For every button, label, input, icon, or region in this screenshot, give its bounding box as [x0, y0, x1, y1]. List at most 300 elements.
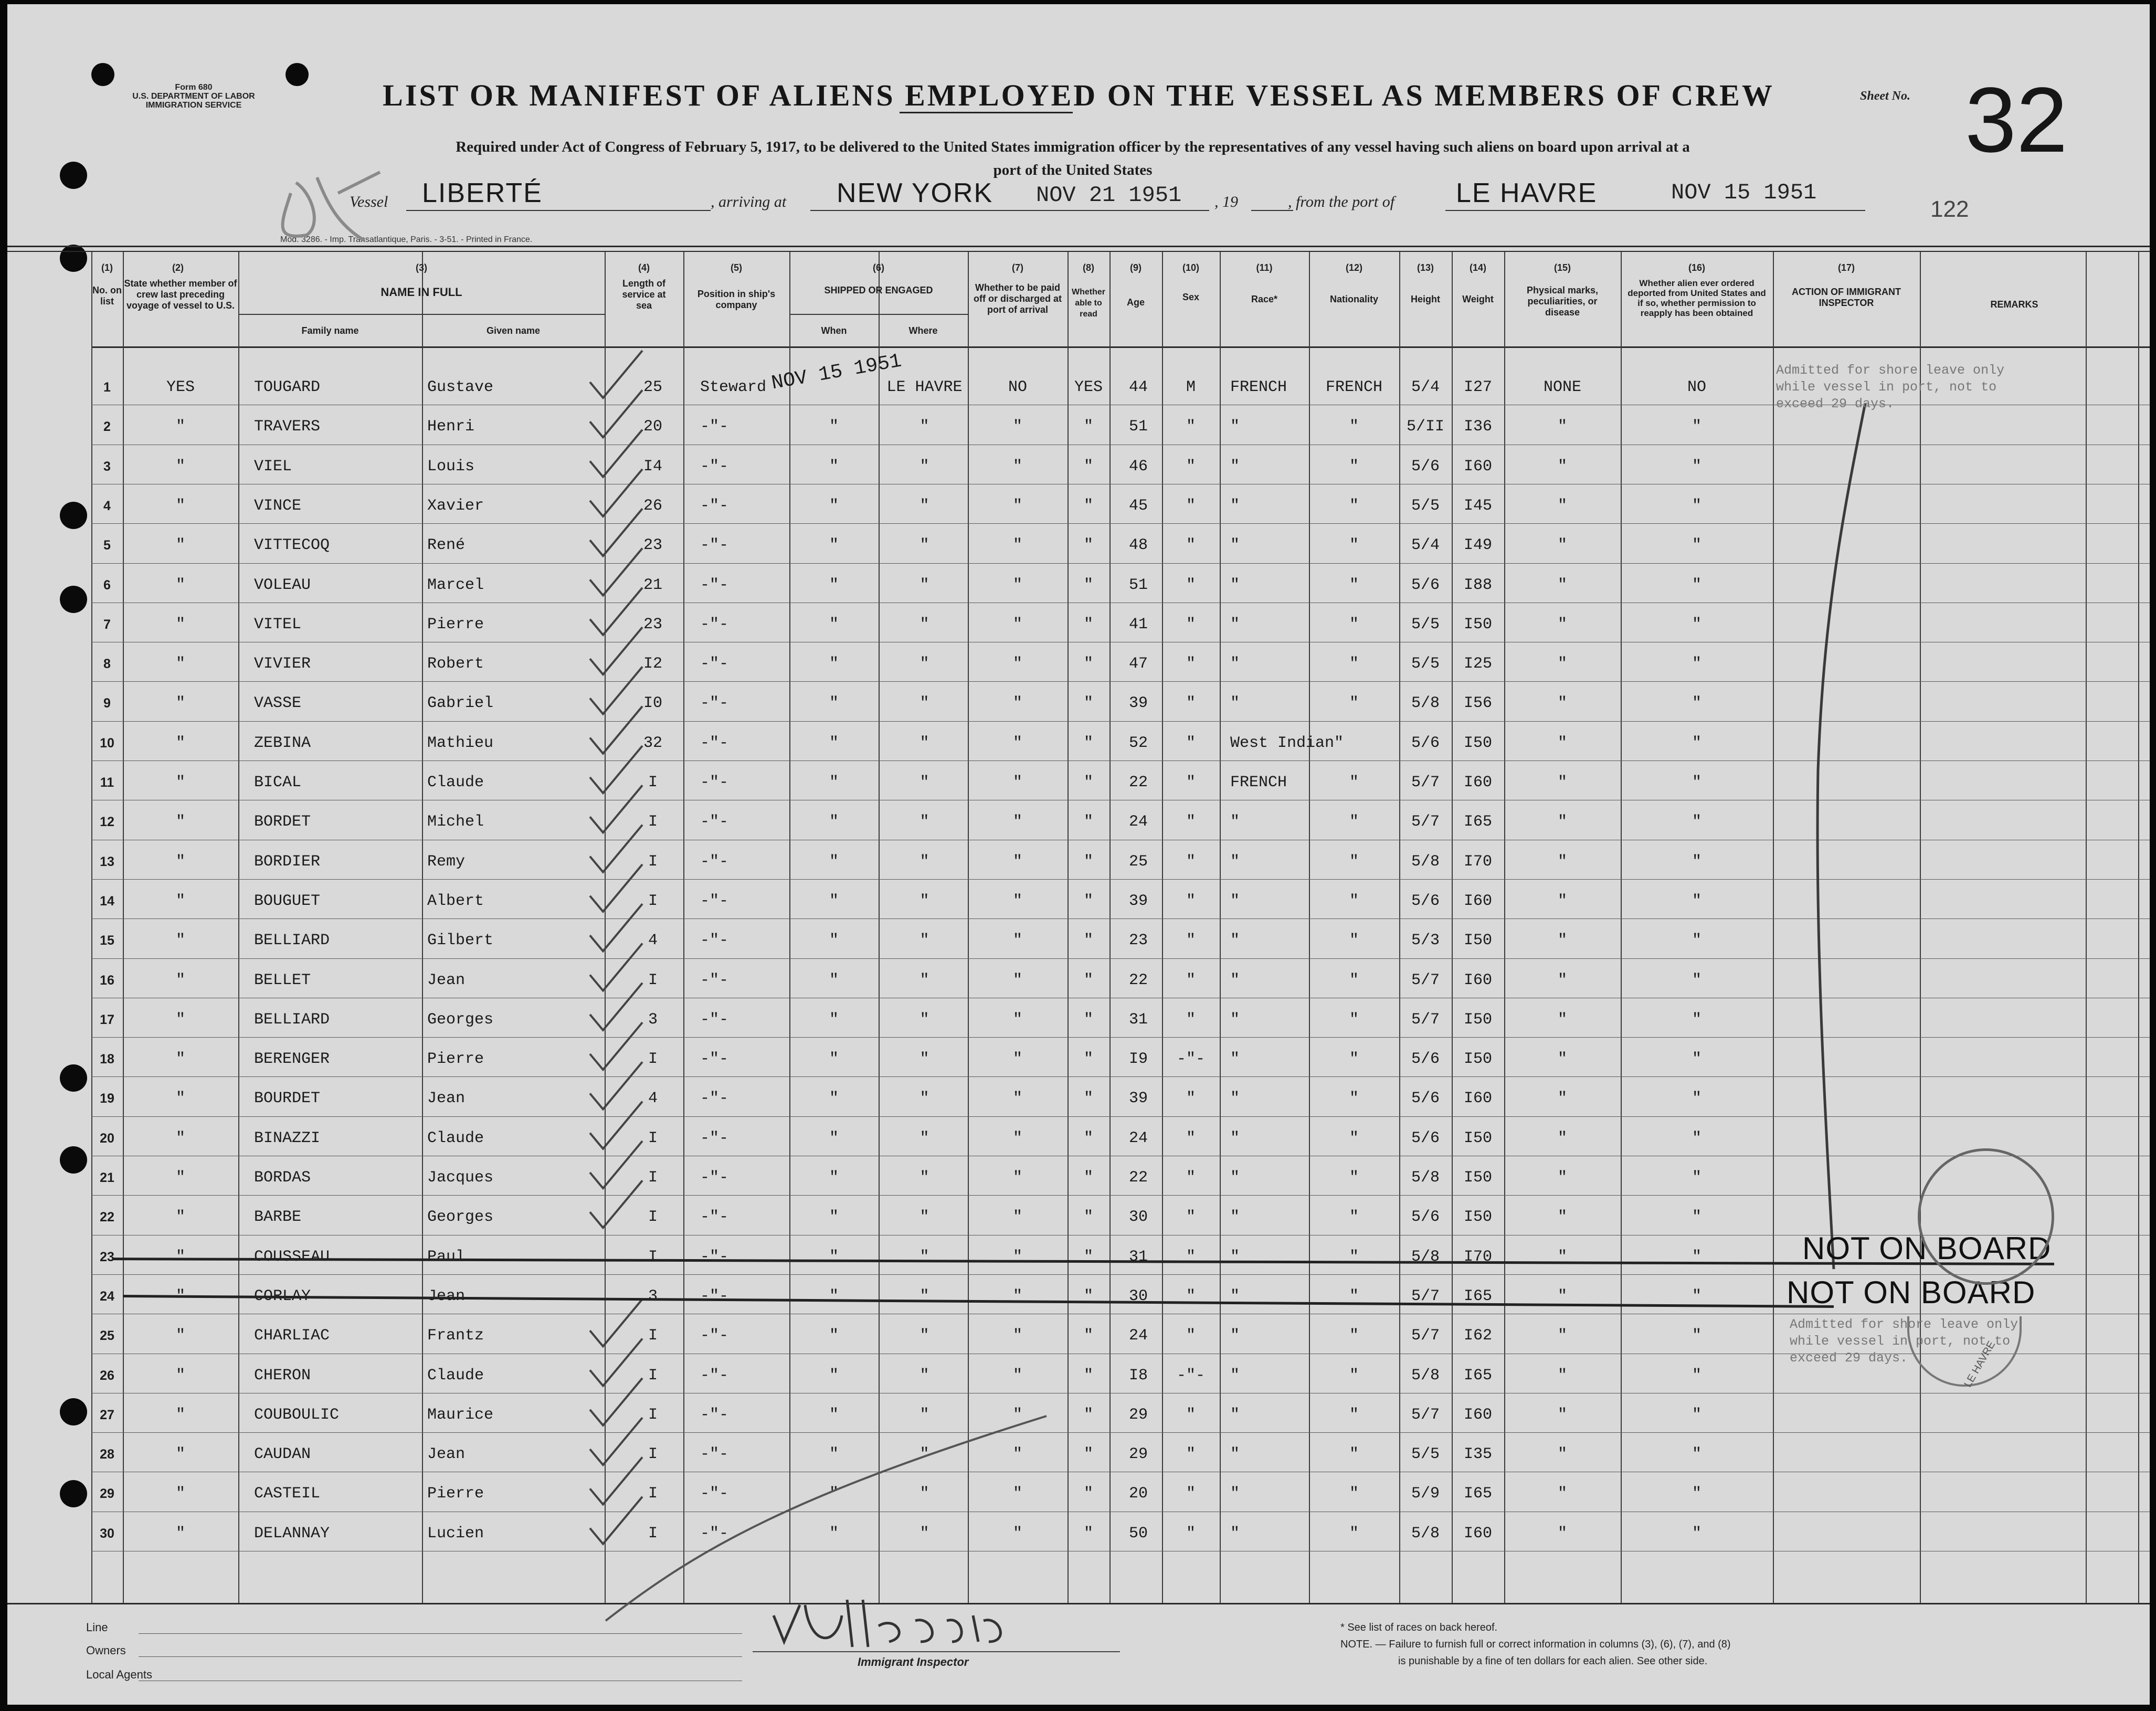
cell-sex: " — [1186, 1010, 1196, 1029]
cell-race: " — [1230, 1327, 1240, 1345]
cell-race: " — [1230, 1208, 1240, 1227]
cell-deported: " — [1692, 1366, 1701, 1385]
cell-when: " — [829, 1287, 839, 1305]
cell-read: " — [1083, 774, 1093, 791]
local-agents-label: Local Agents — [86, 1668, 152, 1681]
cell-deported: " — [1692, 1208, 1701, 1227]
punch-hole — [60, 586, 87, 613]
cell-age: 44 — [1128, 378, 1148, 396]
cell-position: -"- — [700, 1327, 729, 1345]
cell-weight: I70 — [1463, 1248, 1492, 1266]
cell-prev: " — [175, 1287, 185, 1305]
col-header-nationality: Nationality — [1329, 294, 1378, 304]
cell-read: YES — [1074, 378, 1103, 396]
cell-nat: " — [1349, 774, 1359, 791]
cell-paid: " — [1012, 457, 1022, 476]
cell-nat: " — [1349, 932, 1359, 950]
cell-height: 5/6 — [1411, 892, 1440, 910]
col-header-when: When — [821, 325, 847, 336]
cell-height: 5/5 — [1411, 655, 1440, 673]
cell-given: Lucien — [427, 1524, 484, 1543]
cell-position: -"- — [700, 1208, 729, 1227]
cell-marks: " — [1557, 457, 1567, 476]
cell-weight: I50 — [1463, 1169, 1492, 1187]
cell-deported: " — [1692, 774, 1701, 791]
cell-race: " — [1230, 1287, 1240, 1305]
cell-given: Jean — [427, 971, 466, 989]
cell-deported: " — [1692, 536, 1701, 555]
cell-paid: " — [1012, 813, 1022, 831]
cell-where: " — [920, 1327, 929, 1345]
col-num: (1) — [101, 262, 113, 273]
cell-weight: I35 — [1463, 1445, 1492, 1464]
cell-prev: " — [175, 1327, 185, 1345]
from-port: LE HAVRE — [1456, 178, 1598, 208]
col-header-paid-off: Whether to be paid off or discharged at port of arrival — [973, 282, 1062, 315]
row-number: 26 — [100, 1368, 114, 1383]
cell-position: -"- — [700, 1524, 729, 1543]
cell-age: 22 — [1128, 1169, 1148, 1187]
cell-marks: " — [1557, 1287, 1567, 1305]
cell-height: 5/5 — [1411, 1445, 1440, 1464]
cell-position: -"- — [700, 813, 729, 831]
cell-height: 5/7 — [1411, 813, 1440, 831]
cell-deported: " — [1692, 971, 1701, 989]
column-line — [879, 252, 880, 1603]
cell-position: -"- — [700, 1406, 729, 1424]
cell-where: " — [920, 1169, 929, 1187]
cell-given: Claude — [427, 774, 484, 791]
cell-prev: " — [175, 734, 185, 752]
row-number: 9 — [103, 696, 111, 711]
cell-marks: " — [1557, 892, 1567, 910]
cell-marks: " — [1557, 734, 1567, 752]
cell-given: Claude — [427, 1129, 484, 1147]
cell-marks: " — [1557, 497, 1567, 515]
cell-height: 5/7 — [1411, 774, 1440, 791]
row-number: 13 — [100, 854, 114, 869]
cell-nat: " — [1349, 1090, 1359, 1108]
cell-marks: " — [1557, 655, 1567, 673]
punch-hole — [60, 1480, 87, 1507]
cell-when: " — [829, 971, 839, 989]
cell-family: CHERON — [254, 1366, 311, 1385]
cell-nat: " — [1349, 892, 1359, 910]
cell-prev: " — [175, 813, 185, 831]
cell-nat: FRENCH — [1325, 378, 1383, 396]
cell-nat: " — [1349, 418, 1359, 436]
cell-paid: " — [1012, 576, 1022, 594]
cell-marks: " — [1557, 536, 1567, 555]
cell-given: Gustave — [427, 378, 494, 396]
cell-prev: " — [175, 1485, 185, 1503]
cell-prev: " — [175, 1366, 185, 1385]
cell-paid: " — [1012, 655, 1022, 673]
cell-where: " — [920, 694, 929, 713]
footer-owners-rule — [139, 1656, 742, 1657]
cell-position: -"- — [700, 655, 729, 673]
cell-where: " — [920, 1050, 929, 1069]
cell-age: 29 — [1128, 1406, 1148, 1424]
cell-weight: I49 — [1463, 536, 1492, 555]
cell-given: Mathieu — [427, 734, 494, 752]
cell-paid: " — [1012, 1366, 1022, 1385]
cell-height: 5/8 — [1411, 1248, 1440, 1266]
cell-weight: I62 — [1463, 1327, 1492, 1345]
col-num: (2) — [172, 262, 184, 273]
row-number: 25 — [100, 1328, 114, 1344]
cell-prev: " — [175, 576, 185, 594]
cell-service: I2 — [643, 655, 662, 673]
cell-age: 52 — [1128, 734, 1148, 752]
cell-position: -"- — [700, 971, 729, 989]
cell-nat: " — [1349, 694, 1359, 713]
cell-nat: " — [1349, 655, 1359, 673]
cell-prev: " — [175, 1524, 185, 1543]
cell-family: BORDIER — [254, 852, 321, 871]
vessel-underline — [406, 210, 711, 211]
cell-family: BELLET — [254, 971, 311, 989]
cell-given: Marcel — [427, 576, 484, 594]
row-number: 20 — [100, 1131, 114, 1146]
cell-marks: " — [1557, 1129, 1567, 1147]
cell-nat: " — [1349, 1406, 1359, 1424]
cell-marks: " — [1557, 576, 1567, 594]
cell-height: 5/8 — [1411, 1366, 1440, 1385]
cell-where: " — [920, 615, 929, 633]
cell-deported: " — [1692, 932, 1701, 950]
cell-where: " — [920, 1445, 929, 1464]
cell-read: " — [1083, 1445, 1093, 1464]
cell-where: " — [920, 536, 929, 555]
cell-marks: " — [1557, 1366, 1567, 1385]
cell-height: 5/4 — [1411, 536, 1440, 555]
cell-position: Steward — [700, 378, 767, 396]
arriving-label: , arriving at — [711, 193, 787, 210]
cell-when: " — [829, 1050, 839, 1069]
department: U.S. DEPARTMENT OF LABOR — [132, 92, 255, 101]
punch-hole — [60, 1064, 87, 1092]
cell-read: " — [1083, 813, 1093, 831]
row-number: 8 — [103, 657, 111, 672]
cell-weight: I50 — [1463, 1208, 1492, 1227]
manifest-sheet — [7, 4, 2150, 1705]
cell-family: BELLIARD — [254, 932, 330, 950]
cell-when: " — [829, 774, 839, 791]
cell-when: " — [829, 1248, 839, 1266]
cell-read: " — [1083, 1248, 1093, 1266]
cell-family: TRAVERS — [254, 418, 321, 436]
cell-nat: " — [1349, 1169, 1359, 1187]
cell-when: " — [829, 813, 839, 831]
cell-marks: " — [1557, 1406, 1567, 1424]
cell-prev: " — [175, 655, 185, 673]
cell-position: -"- — [700, 1445, 729, 1464]
column-line — [1220, 252, 1221, 1603]
cell-age: 41 — [1128, 615, 1148, 633]
cell-given: Xavier — [427, 497, 484, 515]
requirement-line-2: port of the United States — [993, 162, 1153, 178]
cell-paid: " — [1012, 1524, 1022, 1543]
cell-age: 39 — [1128, 1090, 1148, 1108]
cell-marks: " — [1557, 1090, 1567, 1108]
arriving-port: NEW YORK — [837, 178, 994, 208]
row-number: 15 — [100, 933, 114, 948]
cell-height: 5/6 — [1411, 1129, 1440, 1147]
cell-family: BOUGUET — [254, 892, 321, 910]
cell-marks: " — [1557, 852, 1567, 871]
cell-deported: " — [1692, 1406, 1701, 1424]
cell-race: " — [1230, 852, 1240, 871]
cell-read: " — [1083, 615, 1093, 633]
cell-prev: " — [175, 1248, 185, 1266]
cell-service: I — [648, 1129, 658, 1147]
cell-age: 23 — [1128, 932, 1148, 950]
cell-service: 3 — [648, 1010, 658, 1029]
cell-when: " — [829, 457, 839, 476]
cell-where: " — [920, 1248, 929, 1266]
cell-prev: " — [175, 1208, 185, 1227]
cell-when: " — [829, 734, 839, 752]
col-header-family-name: Family name — [301, 325, 359, 336]
cell-given: Gabriel — [427, 694, 494, 713]
cell-prev: YES — [166, 378, 195, 396]
col-header-no: No. on list — [92, 285, 122, 307]
cell-marks: " — [1557, 1485, 1567, 1503]
cell-read: " — [1083, 1287, 1093, 1305]
cell-race: FRENCH — [1230, 378, 1287, 396]
cell-family: VOLEAU — [254, 576, 311, 594]
column-line — [1920, 252, 1921, 1603]
cell-weight: I45 — [1463, 497, 1492, 515]
cell-where: " — [920, 1287, 929, 1305]
shore-leave-line: exceed 29 days. — [1790, 1350, 1908, 1366]
cell-service: I — [648, 1248, 658, 1266]
cell-weight: I50 — [1463, 932, 1492, 950]
column-line — [1068, 252, 1069, 1603]
cell-sex: " — [1186, 1169, 1196, 1187]
cell-age: 24 — [1128, 813, 1148, 831]
cell-nat: " — [1349, 813, 1359, 831]
cell-position: -"- — [700, 734, 729, 752]
cell-height: 5/6 — [1411, 1050, 1440, 1069]
cell-where: " — [920, 1524, 929, 1543]
row-number: 22 — [100, 1210, 114, 1225]
cell-when: " — [829, 1485, 839, 1503]
punch-hole — [60, 1398, 87, 1425]
cell-race: " — [1230, 1524, 1240, 1543]
cell-height: 5/6 — [1411, 457, 1440, 476]
cell-weight: I50 — [1463, 1129, 1492, 1147]
from-underline — [1445, 210, 1865, 211]
cell-age: 31 — [1128, 1010, 1148, 1029]
cell-age: 29 — [1128, 1445, 1148, 1464]
row-number: 6 — [103, 577, 111, 593]
cell-position: -"- — [700, 1050, 729, 1069]
cell-given: Remy — [427, 852, 466, 871]
cell-race: " — [1230, 1169, 1240, 1187]
cell-paid: " — [1012, 852, 1022, 871]
arriving-date-stamp: NOV 21 1951 — [1036, 183, 1182, 208]
cell-sex: " — [1186, 694, 1196, 713]
row-number: 27 — [100, 1407, 114, 1422]
cell-height: 5/6 — [1411, 734, 1440, 752]
cell-position: -"- — [700, 1287, 729, 1305]
cell-prev: " — [175, 852, 185, 871]
cell-paid: " — [1012, 1406, 1022, 1424]
pencil-bracket-line — [1802, 403, 1876, 1295]
col-header-name: NAME IN FULL — [381, 286, 462, 299]
vessel-name: LIBERTÉ — [422, 178, 543, 208]
cell-height: 5/3 — [1411, 932, 1440, 950]
cell-prev: " — [175, 932, 185, 950]
cell-service: I — [648, 1406, 658, 1424]
row-number: 11 — [100, 775, 114, 790]
cell-prev: " — [175, 1010, 185, 1029]
cell-position: -"- — [700, 852, 729, 871]
col-header-inspector-action: ACTION OF IMMIGRANT INSPECTOR — [1792, 287, 1901, 308]
handwritten-mark — [259, 162, 390, 251]
cell-given: Georges — [427, 1010, 494, 1029]
cell-where: " — [920, 655, 929, 673]
cell-when: " — [829, 1327, 839, 1345]
col-header-where: Where — [908, 325, 938, 336]
cell-given: Louis — [427, 457, 475, 476]
cell-read: " — [1083, 932, 1093, 950]
cell-deported: " — [1692, 1485, 1701, 1503]
cell-weight: I60 — [1463, 774, 1492, 791]
year-label: , 19 — [1214, 193, 1238, 210]
cell-race: " — [1230, 1406, 1240, 1424]
cell-height: 5/6 — [1411, 1208, 1440, 1227]
cell-when: " — [829, 655, 839, 673]
cell-given: Maurice — [427, 1406, 494, 1424]
cell-when: " — [829, 1208, 839, 1227]
row-number: 17 — [100, 1012, 114, 1027]
cell-age: 51 — [1128, 576, 1148, 594]
cell-given: Georges — [427, 1208, 494, 1227]
cell-service: 32 — [643, 734, 662, 752]
cell-sex: " — [1186, 1208, 1196, 1227]
cell-read: " — [1083, 497, 1093, 515]
sheet-label: Sheet No. — [1860, 89, 1910, 103]
cell-family: VITTECOQ — [254, 536, 330, 555]
cell-given: Albert — [427, 892, 484, 910]
col-header-height: Height — [1411, 294, 1440, 304]
cell-paid: " — [1012, 1169, 1022, 1187]
not-on-board-stamp: NOT ON BOARD — [1802, 1231, 2052, 1266]
cell-service: I — [648, 1327, 658, 1345]
cell-service: 4 — [648, 932, 658, 950]
cell-when: " — [829, 1406, 839, 1424]
cell-weight: I36 — [1463, 418, 1492, 436]
cell-family: BARBE — [254, 1208, 302, 1227]
shore-leave-note — [1776, 362, 2004, 413]
cell-given: Paul — [427, 1248, 466, 1266]
cell-service: 23 — [643, 536, 662, 555]
shore-leave-line: while vessel in port, not to — [1776, 379, 1997, 395]
cell-nat: " — [1349, 1485, 1359, 1503]
cell-service: I — [648, 1445, 658, 1464]
cell-height: 5/8 — [1411, 694, 1440, 713]
cell-given: Jean — [427, 1287, 466, 1305]
col-num: (11) — [1256, 262, 1273, 273]
cell-deported: " — [1692, 497, 1701, 515]
cell-race: " — [1230, 1050, 1240, 1069]
col-num: (17) — [1837, 262, 1855, 273]
cell-family: COUBOULIC — [254, 1406, 340, 1424]
cell-height: 5/5 — [1411, 497, 1440, 515]
cell-age: 47 — [1128, 655, 1148, 673]
cell-race: " — [1230, 615, 1240, 633]
col-num: (8) — [1083, 262, 1094, 273]
cell-position: -"- — [700, 1169, 729, 1187]
cell-age: 45 — [1128, 497, 1148, 515]
cell-height: 5/8 — [1411, 1169, 1440, 1187]
cell-weight: I25 — [1463, 655, 1492, 673]
seal-text: LE HAVRE — [1962, 1339, 1998, 1389]
cell-where: " — [920, 932, 929, 950]
cell-sex: " — [1186, 1327, 1196, 1345]
cell-deported: " — [1692, 1248, 1701, 1266]
column-line — [1452, 252, 1453, 1603]
cell-position: -"- — [700, 615, 729, 633]
col-num: (16) — [1688, 262, 1705, 273]
cell-sex: " — [1186, 734, 1196, 752]
row-number: 5 — [103, 538, 111, 553]
row-number: 28 — [100, 1447, 114, 1462]
cell-marks: " — [1557, 774, 1567, 791]
cell-family: BINAZZI — [254, 1129, 321, 1147]
cell-weight: I60 — [1463, 457, 1492, 476]
cell-prev: " — [175, 971, 185, 989]
cell-paid: " — [1012, 1090, 1022, 1108]
cell-when: " — [829, 1090, 839, 1108]
cell-given: René — [427, 536, 466, 555]
cell-height: 5/6 — [1411, 576, 1440, 594]
cell-height: 5/4 — [1411, 378, 1440, 396]
cell-deported: " — [1692, 418, 1701, 436]
official-seal — [1918, 1148, 2054, 1285]
cell-paid: " — [1012, 892, 1022, 910]
cell-paid: " — [1012, 932, 1022, 950]
col-header-physical-marks: Physical marks, peculiarities, or disease — [1526, 285, 1599, 318]
shore-leave-line: exceed 29 days. — [1776, 396, 1895, 411]
cell-marks: " — [1557, 1050, 1567, 1069]
cell-marks: " — [1557, 1169, 1567, 1187]
cell-position: -"- — [700, 536, 729, 555]
cell-race: " — [1230, 1129, 1240, 1147]
cell-height: 5/8 — [1411, 1524, 1440, 1543]
punch-hole — [60, 245, 87, 272]
cell-race: " — [1230, 892, 1240, 910]
cell-family: VINCE — [254, 497, 302, 515]
cell-when: " — [829, 536, 839, 555]
row-rule — [91, 1432, 2150, 1433]
punch-hole — [60, 162, 87, 189]
cell-position: -"- — [700, 1090, 729, 1108]
cell-family: VITEL — [254, 615, 302, 633]
cell-deported: " — [1692, 1287, 1701, 1305]
cell-position: -"- — [700, 576, 729, 594]
cell-sex: -"- — [1176, 1050, 1205, 1069]
col-num: (9) — [1130, 262, 1142, 273]
cell-where: " — [920, 1485, 929, 1503]
col-header-service: Length of service at sea — [622, 278, 666, 311]
cell-position: -"- — [700, 497, 729, 515]
cell-sex: " — [1186, 1248, 1196, 1266]
cell-sex: " — [1186, 932, 1196, 950]
